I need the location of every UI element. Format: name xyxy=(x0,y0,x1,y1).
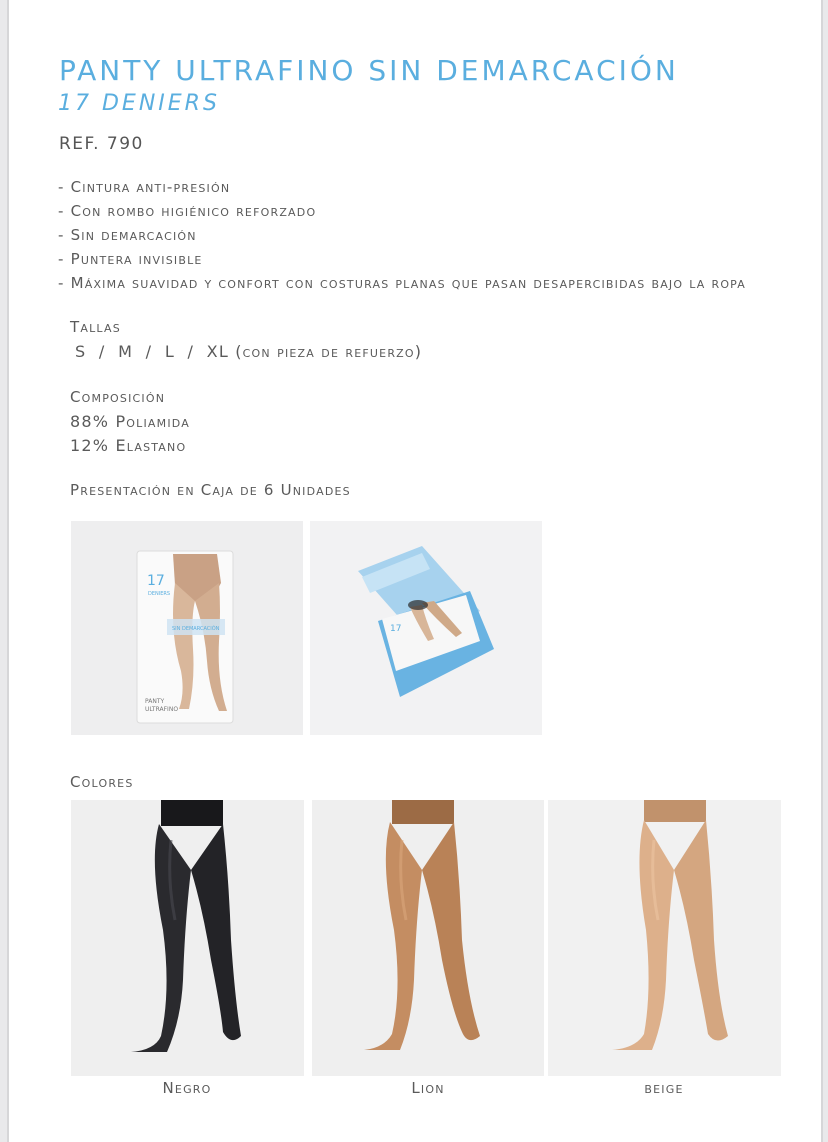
feature-item: - Puntera invisible xyxy=(58,250,203,268)
composition-line: 12% Elastano xyxy=(70,436,187,455)
waistband xyxy=(392,800,454,824)
leg-right xyxy=(674,820,728,1041)
feature-item: - Cintura anti-presión xyxy=(58,178,231,196)
feature-list xyxy=(58,177,746,297)
composition-line: 88% Poliamida xyxy=(70,412,190,431)
composition-label: Composición xyxy=(70,388,166,406)
product-subtitle: 17 DENIERS xyxy=(58,91,220,116)
package-bottom-text: PANTY xyxy=(145,698,165,705)
feature-item: - Con rombo higiénico reforzado xyxy=(58,202,317,220)
product-title: PANTY ULTRAFINO SIN DEMARCACIÓN xyxy=(59,54,679,87)
waistband xyxy=(644,800,706,822)
product-sheet xyxy=(9,0,821,1142)
package-front-illustration xyxy=(71,521,303,735)
package-band-text: SIN DEMARCACIÓN xyxy=(172,626,220,632)
leg-left xyxy=(131,824,191,1052)
right-page-edge xyxy=(821,0,823,1142)
package-bottom-text: ULTRAFINO xyxy=(145,706,179,713)
package-denier-text: DENIERS xyxy=(148,591,171,597)
package-denier-number: 17 xyxy=(147,573,165,589)
sizes-label: Tallas xyxy=(70,318,121,336)
leg-right xyxy=(191,824,241,1040)
color-photo-lion xyxy=(312,800,544,1076)
color-photo-negro xyxy=(71,800,304,1076)
feature-item: - Máxima suavidad y confort con costuras planas que pasan desapercibidas bajo la ropa xyxy=(58,274,747,292)
legs-beige-illustration xyxy=(548,800,781,1076)
color-caption-negro: Negro xyxy=(162,1079,212,1097)
product-reference: REF. 790 xyxy=(59,134,144,154)
display-box-illustration xyxy=(310,521,542,735)
colors-label: Colores xyxy=(70,773,134,791)
display-box-photo xyxy=(310,521,542,735)
color-caption-lion: Lion xyxy=(411,1079,445,1097)
leg-right xyxy=(422,822,480,1040)
box-shadow xyxy=(408,600,428,610)
feature-item: - Sin demarcación xyxy=(58,226,197,244)
sizes-value: S / M / L / XL (con pieza de refuerzo) xyxy=(75,342,423,361)
leg-left xyxy=(364,822,422,1050)
legs-lion-illustration xyxy=(312,800,544,1076)
leg-left xyxy=(612,820,674,1050)
color-photo-beige xyxy=(548,800,781,1076)
legs-negro-illustration xyxy=(71,800,304,1076)
color-caption-beige: beige xyxy=(644,1079,684,1097)
package-front-photo xyxy=(71,521,303,735)
presentation-label: Presentación en Caja de 6 Unidades xyxy=(70,481,351,499)
box-denier-number: 17 xyxy=(390,624,402,634)
waistband xyxy=(161,800,223,826)
